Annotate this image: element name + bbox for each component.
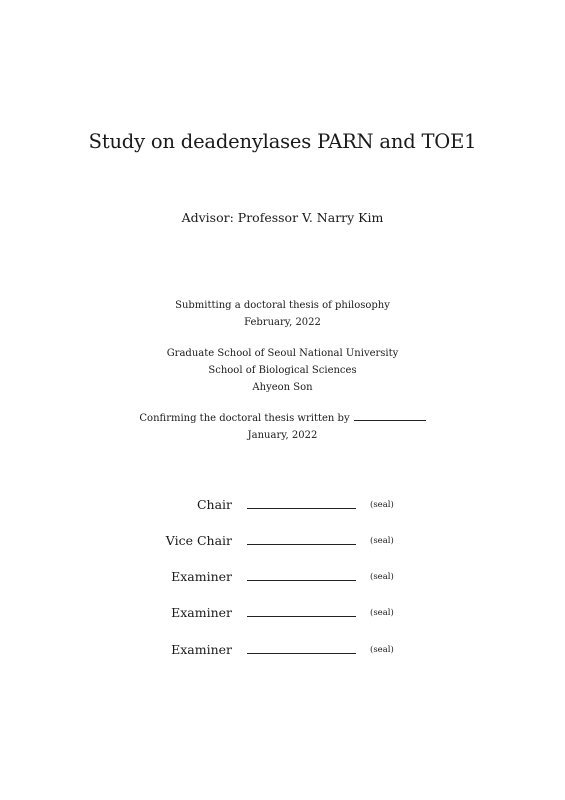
signature-line	[247, 544, 356, 545]
advisor-line: Advisor: Professor V. Narry Kim	[181, 210, 384, 225]
school-name: School of Biological Sciences	[208, 365, 357, 376]
seal-label: (seal)	[370, 608, 394, 618]
signature-line	[247, 616, 356, 617]
signature-line	[247, 653, 356, 654]
committee-row-vice-chair	[0, 531, 565, 553]
committee-role: Examiner	[171, 569, 232, 584]
seal-label: (seal)	[370, 645, 394, 655]
author-blank-line	[354, 419, 426, 421]
committee-row-examiner-3	[0, 640, 565, 662]
submission-statement: Submitting a doctoral thesis of philosophy	[175, 300, 390, 311]
confirmation-date: January, 2022	[247, 430, 318, 441]
committee-role: Vice Chair	[165, 533, 232, 548]
seal-label: (seal)	[370, 572, 394, 582]
committee-role: Chair	[196, 497, 232, 512]
committee-role: Examiner	[171, 605, 232, 620]
seal-label: (seal)	[370, 536, 394, 546]
seal-label: (seal)	[370, 500, 394, 510]
confirmation-statement: Confirming the doctoral thesis written by	[139, 413, 350, 424]
graduate-school: Graduate School of Seoul National University	[166, 348, 399, 359]
submission-date: February, 2022	[244, 317, 321, 328]
signature-line	[247, 580, 356, 581]
author-name: Ahyeon Son	[252, 382, 313, 393]
confirmation-line	[0, 410, 565, 427]
committee-row-examiner-1	[0, 567, 565, 589]
committee-row-examiner-2	[0, 603, 565, 625]
committee-row-chair	[0, 495, 565, 517]
committee-role: Examiner	[171, 642, 232, 657]
signature-line	[247, 508, 356, 509]
thesis-title: Study on deadenylases PARN and TOE1	[88, 130, 477, 153]
